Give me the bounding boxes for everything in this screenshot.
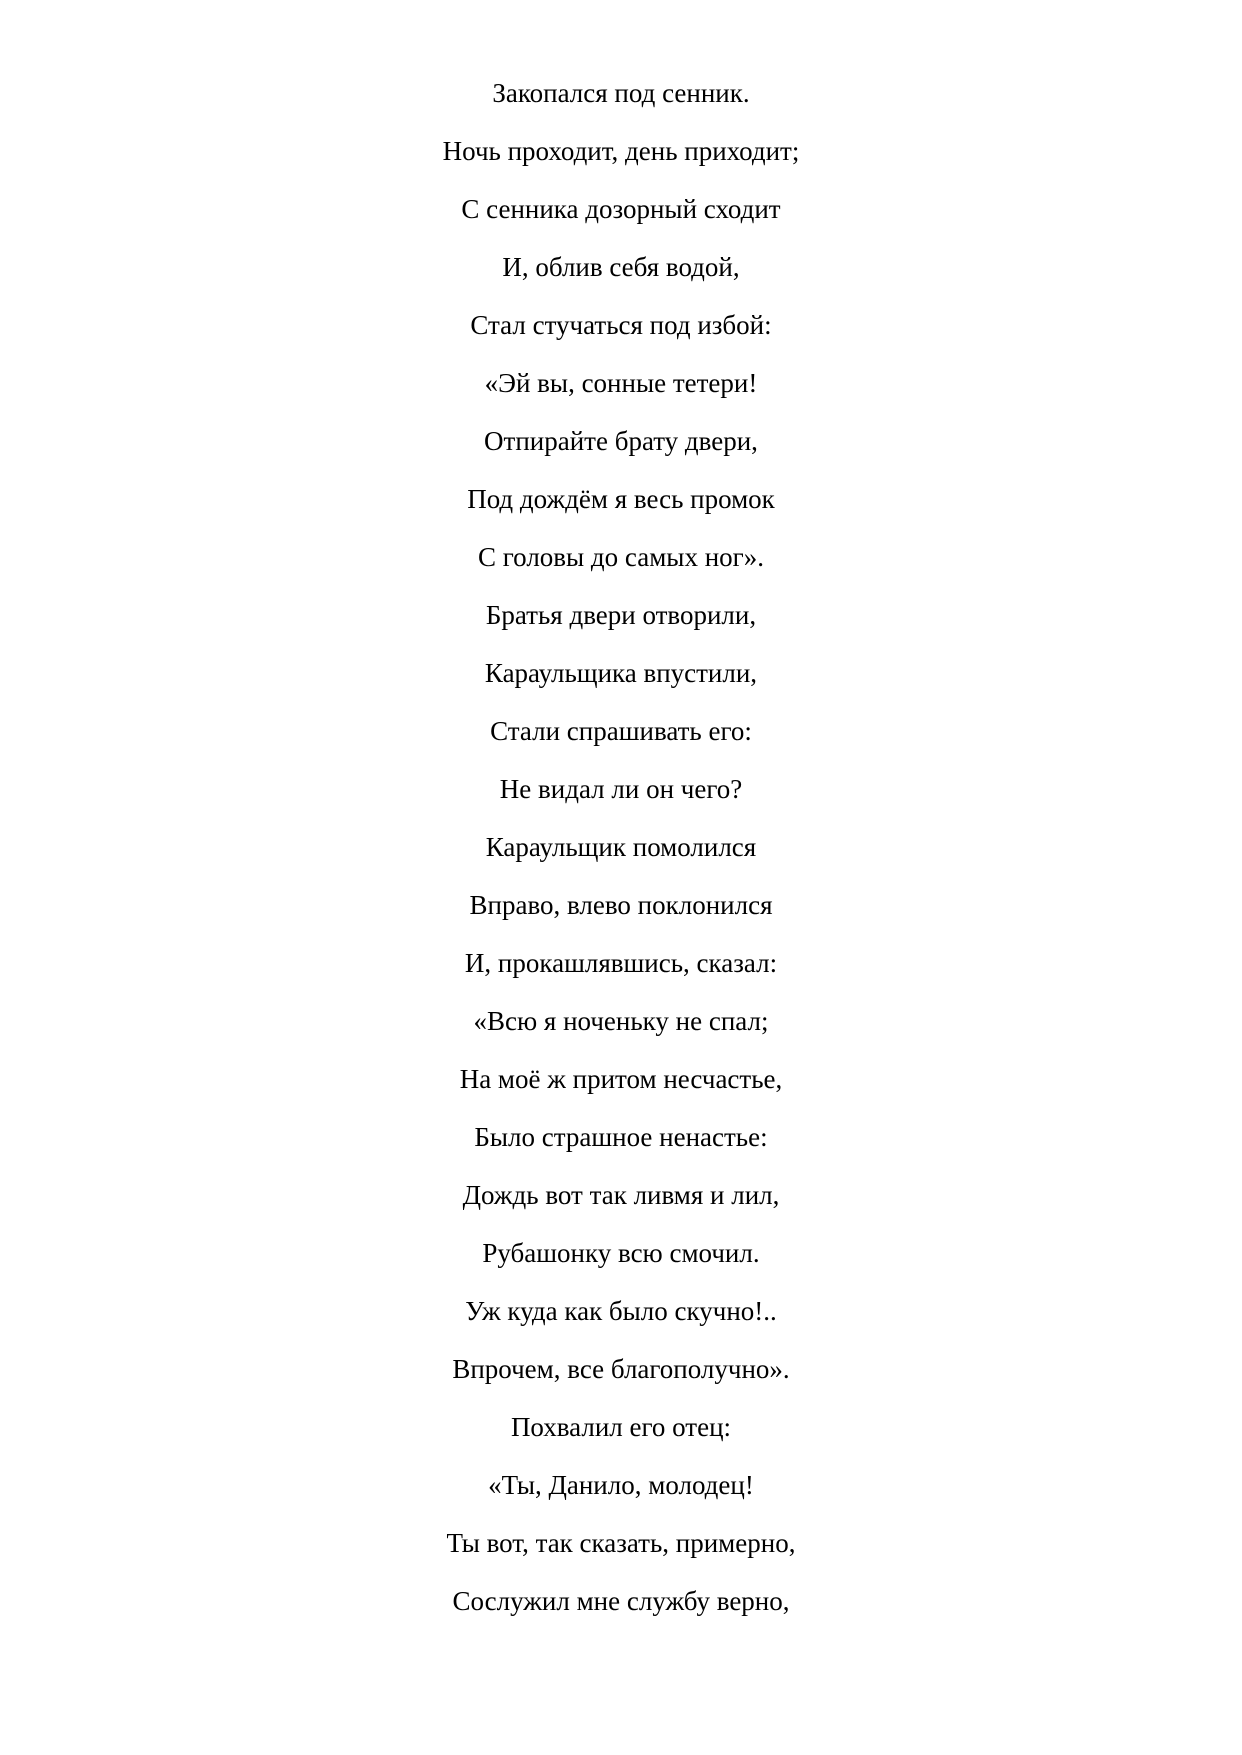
- poem-line: Караульщика впустили,: [484, 658, 758, 688]
- poem-line: Ты вот, так сказать, примерно,: [446, 1528, 796, 1558]
- poem-line: Рубашонку всю смочил.: [482, 1238, 760, 1268]
- poem-line: Впрочем, все благополучно».: [452, 1354, 790, 1384]
- poem-line: С головы до самых ног».: [478, 542, 764, 572]
- poem-line: «Ты, Данило, молодец!: [488, 1470, 754, 1500]
- poem-line: Не видал ли он чего?: [499, 774, 743, 804]
- poem-line: Вправо, влево поклонился: [469, 890, 773, 920]
- poem-line: Уж куда как было скучно!..: [465, 1296, 777, 1326]
- poem-text: [0, 78, 1242, 1644]
- poem-line: И, прокашлявшись, сказал:: [464, 948, 778, 978]
- poem-line: Сослужил мне службу верно,: [452, 1586, 790, 1616]
- poem-line: Караульщик помолился: [485, 832, 757, 862]
- poem-line: Стали спрашивать его:: [490, 716, 752, 746]
- poem-line: На моё ж притом несчастье,: [459, 1064, 783, 1094]
- poem-line: Ночь проходит, день приходит;: [442, 136, 800, 166]
- poem-line: Закопался под сенник.: [492, 78, 750, 108]
- poem-line: Похвалил его отец:: [510, 1412, 732, 1442]
- poem-line: Было страшное ненастье:: [474, 1122, 768, 1152]
- poem-line: Братья двери отворили,: [485, 600, 757, 630]
- poem-line: Стал стучаться под избой:: [470, 310, 772, 340]
- poem-line: «Эй вы, сонные тетери!: [484, 368, 758, 398]
- poem-line: И, облив себя водой,: [502, 252, 740, 282]
- poem-line: Дождь вот так ливмя и лил,: [462, 1180, 780, 1210]
- poem-line: С сенника дозорный сходит: [461, 194, 781, 224]
- poem-line: Под дождём я весь промок: [467, 484, 775, 514]
- poem-line: «Всю я ноченьку не спал;: [473, 1006, 769, 1036]
- poem-line: Отпирайте брату двери,: [484, 426, 758, 456]
